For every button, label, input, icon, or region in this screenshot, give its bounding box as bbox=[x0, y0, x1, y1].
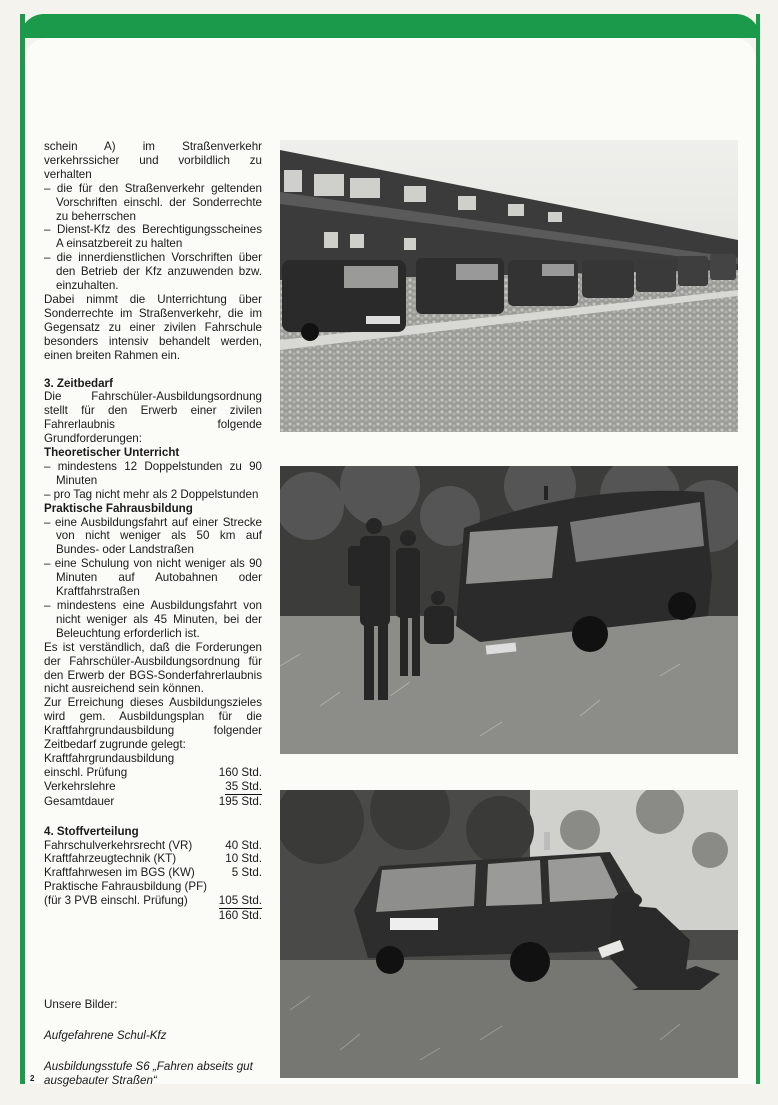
theory-heading: Theoretischer Unterricht bbox=[44, 446, 180, 460]
list-item: – Dienst-Kfz des Berechtigungsscheines A einsatzbereit zu halten bbox=[44, 223, 262, 251]
list-item: – pro Tag nicht mehr als 2 Doppelstunden bbox=[44, 487, 259, 501]
photo-van-offroad bbox=[280, 466, 738, 754]
list-item: – mindestens 12 Doppelstunden zu 90 Minuten bbox=[44, 459, 262, 487]
text-column bbox=[44, 140, 262, 923]
table-row: Verkehrslehre 35 Std. bbox=[44, 779, 262, 793]
table-row: Kraftfahrzeugtechnik (KT) 10 Std. bbox=[44, 852, 262, 866]
section-heading-stoffverteilung: 4. Stoffverteilung bbox=[44, 824, 139, 838]
captions-heading: Unsere Bilder: bbox=[44, 998, 118, 1011]
section3-intro: Die Fahrschüler-Ausbildungsordnung stellt für den Erwerb einer zivilen Fahrerlaubnis folgende Grundforderungen: bbox=[44, 390, 262, 446]
intro-paragraph: Dabei nimmt die Unterrichtung über Sonderrechte im Straßenverkehr, die im Gegensatz zu einer zivilen Fahrschule besonders intensiv behandelt werden, einen breiten Rahmen ein. bbox=[44, 292, 262, 362]
intro-text: schein A) im Straßenverkehr verkehrssicher und vorbildlich zu verhalten bbox=[44, 140, 262, 181]
photo-captions bbox=[44, 998, 266, 1105]
pf-label: Praktische Fahrausbildung (PF) bbox=[44, 880, 208, 894]
practice-heading: Praktische Fahrausbildung bbox=[44, 501, 193, 515]
section-heading-zeitbedarf: 3. Zeitbedarf bbox=[44, 376, 113, 390]
list-item: – die innerdienstlichen Vorschriften über den Betrieb der Kfz anzuwenden bzw. einzuhalten. bbox=[44, 251, 262, 293]
list-item: – die für den Straßenverkehr geltenden Vorschriften einschl. der Sonderrechte zu beherrschen bbox=[44, 181, 262, 223]
table-row: einschl. Prüfung 160 Std. bbox=[44, 765, 262, 779]
photo-car-brush bbox=[280, 790, 738, 1078]
table-row-total: Gesamtdauer 195 Std. bbox=[44, 794, 262, 808]
table-row: Kraftfahrwesen im BGS (KW) 5 Std. bbox=[44, 866, 262, 880]
list-item: – eine Ausbildungsfahrt auf einer Strecke von nicht weniger als 50 km auf Bundes- oder Landstraßen bbox=[44, 515, 262, 557]
section3-para2: Zur Erreichung dieses Ausbildungszieles wird gem. Ausbildungsplan für die Kraftfahrgrundausbildung folgender Zeitbedarf zugrunde gelegt: bbox=[44, 696, 262, 752]
section3-para1: Es ist verständlich, daß die Forderungen der Fahrschüler-Ausbildungsordnung für den Erwerb der BGS-Sonderfahrerlaubnis nicht ausreichend sein können. bbox=[44, 640, 262, 696]
table-title: Kraftfahrgrundausbildung bbox=[44, 751, 175, 765]
table-row-total: 160 Std. bbox=[218, 909, 262, 923]
list-item: – eine Schulung von nicht weniger als 90 Minuten auf Autobahnen oder Kraftfahrstraßen bbox=[44, 557, 262, 599]
table-row: (für 3 PVB einschl. Prüfung) 105 Std. bbox=[44, 894, 262, 908]
page-number: 2 bbox=[30, 1074, 35, 1083]
table-row: Fahrschulverkehrsrecht (VR) 40 Std. bbox=[44, 838, 262, 852]
photo-parked-vehicles bbox=[280, 140, 738, 432]
caption-1: Aufgefahrene Schul-Kfz bbox=[44, 1029, 167, 1042]
list-item: – mindestens eine Ausbildungsfahrt von nicht weniger als 45 Minuten, bei der Beleuchtung erforderlich ist. bbox=[44, 599, 262, 640]
caption-2: Ausbildungsstufe S6 „Fahren abseits gut ausgebauter Straßen“ bbox=[44, 1060, 253, 1087]
